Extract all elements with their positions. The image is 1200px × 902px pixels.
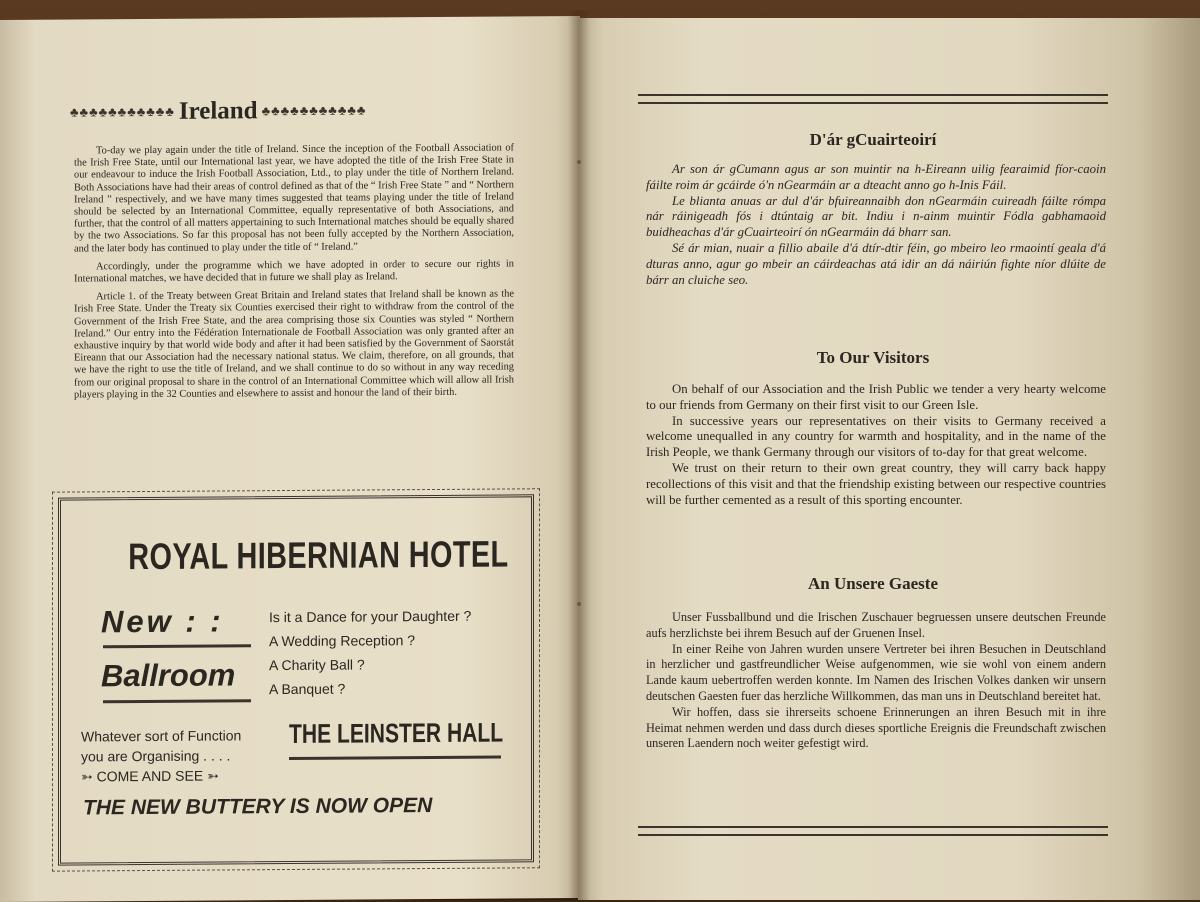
german-section-title: An Unsere Gaeste xyxy=(808,574,938,593)
german-section-text xyxy=(646,610,1106,752)
ad-hotel-name: ROYAL HIBERNIAN HOTEL xyxy=(128,533,509,578)
ad-buttery-slogan: THE NEW BUTTERY IS NOW OPEN xyxy=(83,794,433,820)
ad-ballroom-label: Ballroom xyxy=(101,657,236,694)
ad-question: A Banquet ? xyxy=(269,680,346,698)
top-double-rule xyxy=(638,94,1108,104)
english-paragraph: We trust on their return to their own great country, they will carry back happy recollections of this visit and that the friendship existing between our respective countries will be further cemented as a result of this sporting encounter. xyxy=(646,460,1106,507)
page-title: Ireland xyxy=(178,97,258,125)
german-paragraph: In einer Reihe von Jahren wurden unsere Vertreter bei ihren Besuchen in Deutschland in herzlicher und gastfreundlicher Weise aufgenommen, wie sie wohl von einem andern Lande kaum uebertroffen werden konnte. Im Namen des Irischen Volkes danken wir unsern deutschen Gaesten fuer das herzliche Willkommen, das man uns in Deutschland bereitet hat. xyxy=(646,641,1106,703)
ad-function-line: Whatever sort of Function xyxy=(81,727,242,745)
right-page xyxy=(578,18,1200,900)
ad-divider xyxy=(289,756,501,760)
irish-paragraph: Ar son ár gCumann agus ar son muintir na h-Eireann uilig fearaimid fíor-caoin fáilte roim ár gcáirde ó'n nGearmáin ar a dteacht anno go h-Inis Fáil. xyxy=(646,162,1106,192)
ad-divider xyxy=(103,699,251,703)
staple-hole xyxy=(577,160,581,164)
german-paragraph: Wir hoffen, dass sie ihrerseits schoene Erinnerungen an ihren Besuch mit in ihre Heimat nehmen werden und dass durch dieses sportliche Ereignis die Freundschaft zwischen unseren Laendern noch weiter gefestigt wird. xyxy=(646,704,1106,751)
ad-leinster-hall: THE LEINSTER HALL xyxy=(289,717,504,750)
irish-paragraph: Sé ár mian, nuair a fillio abaile d'á dtír-dtir féin, go mbeiro leo rmaointí geala d'á dturas anno, agur go mbeir an cáirdeachas atá idir an dá náiriún fighte níor dlúite de bárr an cluiche seo. xyxy=(646,240,1106,287)
ad-question: Is it a Dance for your Daughter ? xyxy=(269,607,472,626)
ad-come-and-see: ➳ COME AND SEE ➳ xyxy=(81,767,219,785)
ad-question: A Wedding Reception ? xyxy=(269,632,416,650)
page-header xyxy=(70,94,520,127)
shamrock-ornament-right: ♣♣♣♣♣♣♣♣♣♣♣ xyxy=(261,102,367,119)
english-paragraph: In successive years our representatives on their visits to Germany received a welcome unequalled in any country for warmth and hospitality, and in the name of the Irish People, we thank Germany through our visitors of to-day for that great welcome. xyxy=(646,413,1106,460)
english-paragraph: On behalf of our Association and the Irish Public we tender a very hearty welcome to our friends from Germany on their first visit to our Green Isle. xyxy=(646,382,1106,412)
ad-function-text xyxy=(81,725,241,786)
article-body xyxy=(74,142,514,407)
english-section-text xyxy=(646,382,1106,508)
book-spine xyxy=(568,10,590,900)
irish-section-title: D'ár gCuairteoirí xyxy=(809,130,937,149)
hotel-advertisement xyxy=(58,494,534,865)
article-paragraph: Article 1. of the Treaty between Great Britain and Ireland states that Ireland shall be known as the Irish Free State. Under the Treaty six Counties exercised their right to withdraw from the control of the Government of the Irish Free State, and the area comprising those six Counties was styled “ Northern Ireland.” Our entry into the Fédération Internationale de Football Association was only granted after an exhaustive inquiry by that world wide body and after it had been satisfied by the Government of Saorstát Eireann that our Association had the necessary national status. We claim, therefore, on all grounds, that we have the right to use the title of Ireland, and we shall continue to do so without in any way receding from our original proposal to share in the control of an International Committee which will allow all Irish players playing in the 32 Counties and elsewhere to assist and honour the land of their birth. xyxy=(74,288,514,401)
german-paragraph: Unser Fussballbund und die Irischen Zuschauer begruessen unsere deutschen Freunde aufs herzlichste bei ihrem Besuch auf der Gruenen Insel. xyxy=(646,610,1106,640)
irish-section-text xyxy=(646,162,1106,288)
ad-new-label: New : : xyxy=(101,603,224,640)
ad-question: A Charity Ball ? xyxy=(269,656,365,674)
ad-question-list xyxy=(269,608,471,705)
shamrock-ornament-left: ♣♣♣♣♣♣♣♣♣♣♣ xyxy=(70,103,175,120)
staple-hole xyxy=(577,602,581,606)
irish-paragraph: Le blianta anuas ar dul d'ár bfuireannaibh don nGearmáin cuireadh fáilte rómpa nár ráinigeadh fós i dtúntaig ar bit. Indiu i n-ainm muintir Fódla gabhamaoid buidheachas d'ár gCuairteoirí ón nGearmáin dá bharr san. xyxy=(646,193,1106,240)
ad-divider xyxy=(103,644,251,648)
article-paragraph: Accordingly, under the programme which we have adopted in order to secure our rights in International matches, we have decided that in future we shall play as Ireland. xyxy=(74,258,514,285)
article-paragraph: To-day we play again under the title of Ireland. Since the inception of the Football Association of the Irish Free State, until our International last year, we have adopted the title of the Irish Free State in our endeavour to induce the Irish Football Association, Ltd., to play under the title of Northern Ireland. Both Associations have had their areas of control defined as that of the “ Irish Free State ” and “ Northern Ireland ” respectively, and we have many times suggested that teams playing under the title of Ireland should be selected by an International Committee, equally representative of both Associations, and further, that the control of all matters appertaining to such International matches should be equally shared by the two Associations. So far this proposal has not been fully accepted by the Northern Association, and the later body has continued to play under the title of “ Ireland.” xyxy=(74,142,514,255)
left-page xyxy=(0,16,580,902)
bottom-double-rule xyxy=(638,826,1108,836)
english-section-title: To Our Visitors xyxy=(816,348,930,367)
ad-function-line: you are Organising . . . . xyxy=(81,747,231,765)
